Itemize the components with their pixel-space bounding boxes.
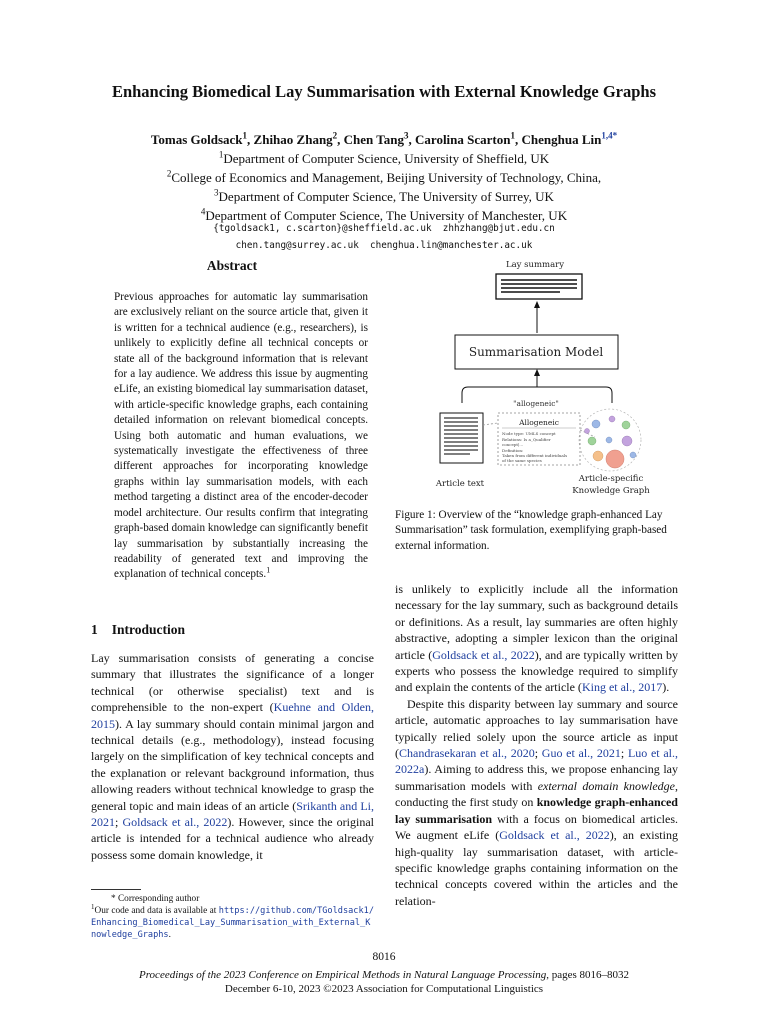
summarisation-model-label: Summarisation Model — [468, 345, 604, 359]
section-heading: 1 Introduction — [91, 622, 186, 637]
author-emails — [60, 220, 708, 254]
author-name: Tomas Goldsack — [150, 132, 243, 147]
node-title: Allogeneic — [519, 418, 559, 427]
citation-link[interactable]: King et al., 2017 — [581, 680, 663, 695]
term-label: "allogeneic" — [513, 399, 559, 408]
author-name: Carolina Scarton — [415, 132, 511, 147]
proceedings-footer: Proceedings of the 2023 Conference on Empirical Methods in Natural Language Processing, pages 8016–8032 December 6-10, 2023 ©2023 Association for Computational Linguistics — [138, 969, 630, 995]
footnote-rule — [91, 889, 141, 890]
intro-left-column — [91, 650, 374, 863]
affiliation: $^2$College of Economics and Management, Beijing University of Technology, China, — [166, 168, 602, 185]
abstract-text: Previous approaches for automatic lay summarisation are exclusively reliant on the source article that, given it is written for a technical audience (e.g., researchers), is unlikely to explicitly define all technical concepts or state all of the background information that is relevant for a lay audience. We address this issue by augmenting eLife, an existing biomedical lay summarisation dataset, with article-specific knowledge graphs, each containing detailed information on relevant biomedical concepts. Using both automatic and human evaluations, we systematically investigate the effectiveness of three different approaches for incorporating knowledge graphs within lay summarisation models, with each method targeting a distinct area of the encoder-decoder model architecture. Our results confirm that integrating graph-based domain knowledge can significantly benefit lay summarisation by substantially increasing the readability of generated text and improving the explanation of technical concepts.$^1$ — [114, 291, 368, 581]
author-name: Chenghua Lin — [521, 132, 602, 147]
citation-link[interactable]: Goldsack et al., 2022 — [499, 828, 610, 843]
article-text-label: Article text — [435, 479, 485, 489]
author-aff: 2 — [332, 130, 338, 141]
citation-link[interactable]: Guo et al., 2021 — [541, 746, 621, 761]
kg-label: Knowledge Graph — [572, 486, 650, 496]
lay-summary-box — [496, 274, 582, 299]
figure-diagram — [420, 255, 660, 500]
node-detail-line: concept|... — [502, 442, 524, 447]
citation-link[interactable]: Goldsack et al., 2022 — [432, 647, 535, 662]
footnotes — [91, 893, 374, 941]
email-line: {tgoldsack1, c.scarton}@sheffield.ac.uk zhhzhang@bjut.edu.cn — [213, 223, 555, 234]
citation-link[interactable]: Chandrasekaran et al., 2020 — [399, 746, 535, 761]
author-aff: 3 — [404, 130, 409, 141]
footnote-corresponding: * Corresponding author — [111, 894, 200, 904]
code-url-link[interactable]: https://github.com/TGoldsack1/Enhancing_Biomedical_Lay_Summarisation_with_External_Knowledge_Graphs — [91, 906, 374, 940]
affiliation: $^4$Department of Computer Science, The University of Manchester, UK — [200, 206, 568, 223]
author-aff: 1,4* — [601, 130, 618, 141]
author-list: Tomas Goldsack$^1$, Zhihao Zhang$^2$, Chen Tang$^3$, Carolina Scarton$^1$, Chenghua Lin$^{1,4*}$ — [150, 130, 618, 147]
intro-right-column — [395, 581, 678, 909]
paper-title: Enhancing Biomedical Lay Summarisation with External Knowledge Graphs — [111, 82, 657, 101]
kg-label: Article-specific — [578, 474, 644, 484]
paragraph: Despite this disparity between lay summary and source article, automatic approaches to lay summarisation have typically relied solely upon the source article as input (Chandrasekaran et al., 2020; Guo et al., 2021; Luo et al., 2022a). Aiming to address this, we propose enhancing lay summarisation models with external domain knowledge, conducting the first study on knowledge graph-enhanced lay summarisation with a focus on biomedical articles. We augment eLife (Goldsack et al., 2022), an existing high-quality lay summarisation dataset, with article-specific knowledge graphs containing information on the technical concepts covered within the articles and the relation- — [395, 696, 679, 908]
affiliation: $^1$Department of Computer Science, University of Sheffield, UK — [218, 149, 550, 166]
author-aff: 1 — [242, 130, 248, 141]
citation-link[interactable]: Srikanth and Li, 2021 — [91, 798, 374, 830]
page-number: 8016 — [372, 951, 396, 963]
author-aff: 1 — [510, 130, 515, 141]
citation-link[interactable]: Luo et al., 2022a — [395, 746, 678, 777]
citation-link[interactable]: Kuehne and Olden, 2015 — [91, 700, 374, 731]
paragraph: is unlikely to explicitly include all the information necessary for the lay summary, such as background details or definitions. As a result, lay summaries are often highly abstractive, adopting a simpler lexicon than the original article (Goldsack et al., 2022), and are typically written by experts who possess the knowledge required to simplify and explain the contents of the article (King et al., 2017). — [395, 582, 678, 695]
citation-link[interactable]: Goldsack et al., 2022 — [122, 815, 228, 830]
node-detail-line: Node type: UMLS concept — [502, 431, 556, 436]
node-detail-line: Relations: Is a_Qualifier — [502, 437, 551, 442]
figure-1 — [420, 255, 660, 500]
affiliation: $^3$Department of Computer Science, The University of Surrey, UK — [214, 187, 554, 204]
knowledge-graph-icon — [579, 409, 641, 471]
email-line: chen.tang@surrey.ac.uk chenghua.lin@manchester.ac.uk — [235, 240, 533, 251]
node-detail-line: of the same species — [502, 458, 542, 463]
author-name: Chen Tang — [343, 132, 405, 147]
figure-caption: Figure 1: Overview of the “knowledge graph-enhanced Lay Summarisation” task formulation, exemplifying graph-based external information. — [395, 509, 667, 552]
abstract-heading: Abstract — [206, 258, 258, 273]
paragraph: Lay summarisation consists of generating a concise summary that illustrates the significance of a longer technical (or otherwise specialist) text and is comprehensible to the non-expert (Kuehne and Olden, 2015). A lay summary should contain minimal jargon and technical details (e.g., methodology), instead focusing largely on the simplification of key technical concepts and the explanation or relevant background information, thus allowing readers without technical knowledge to grasp the general topic and main ideas of an article (Srikanth and Li, 2021; Goldsack et al., 2022). However, since the original article is intended for a technical audience who already possess some domain knowledge, it — [91, 651, 374, 862]
author-block — [60, 130, 708, 225]
author-name: Zhihao Zhang — [253, 132, 333, 147]
footnote-mark[interactable]: 1 — [266, 565, 271, 575]
node-detail-line: Taken from different individuals — [502, 453, 568, 458]
node-detail-line: Definition: — [502, 448, 524, 453]
lay-summary-label: Lay summary — [505, 260, 565, 270]
footnote-1: $^1$Our code and data is available at https://github.com/TGoldsack1/Enhancing_Biomedical_Lay_Summarisation_with_External_Knowledge_Graphs. — [91, 902, 374, 940]
